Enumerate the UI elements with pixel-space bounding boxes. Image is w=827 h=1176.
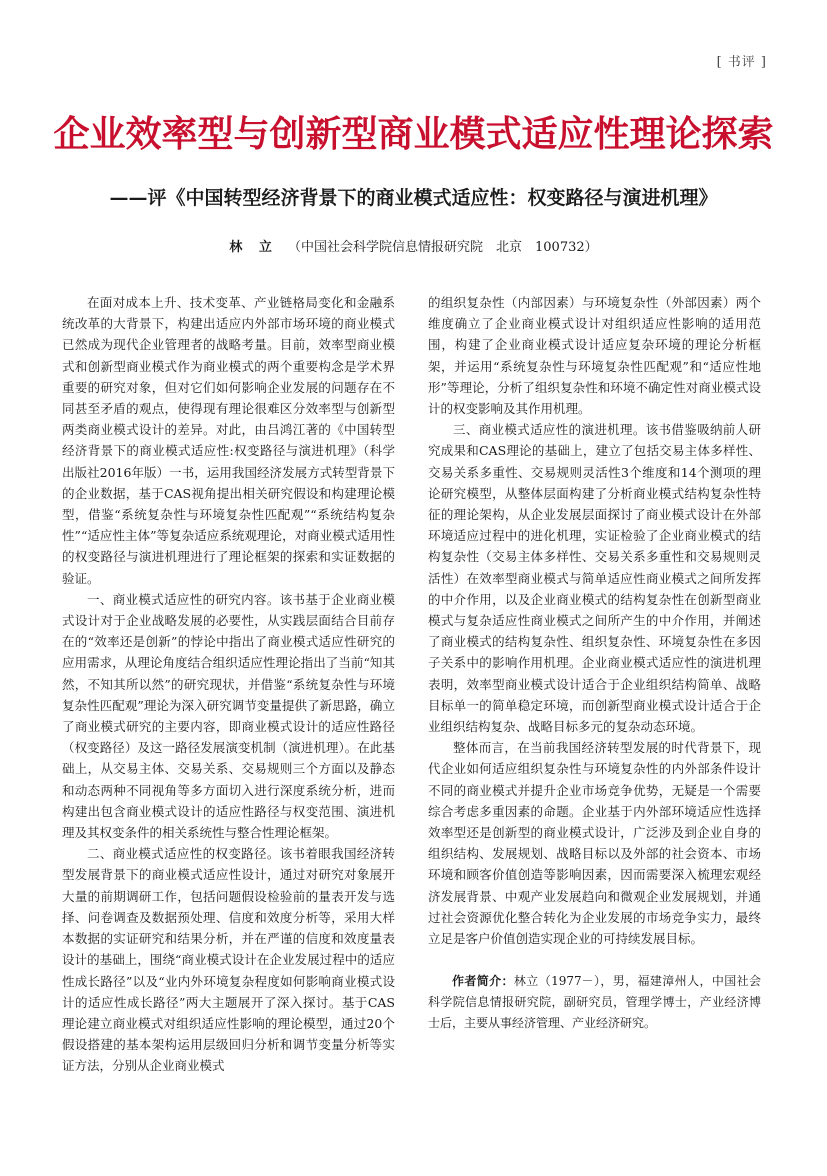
paragraph: 的组织复杂性（内部因素）与环境复杂性（外部因素）两个维度确立了企业商业模式设计对组织适应性影响的适用范围，构建了企业商业模式设计适应复杂环境的理论分析框架，并运用“系统复杂性与环境复杂性匹配观”和“适应性地形”等理论，分析了组织复杂性和环境不确定性对商业模式设计的权变影响及其作用机理。 <box>428 295 761 417</box>
author-bio <box>428 971 761 1034</box>
section-tag: [ 书评 ] <box>716 55 767 70</box>
author-affiliation: （中国社会科学院信息情报研究院 北京 100732） <box>288 240 598 255</box>
paragraph: 三、商业模式适应性的演进机理。该书借鉴吸纳前人研究成果和CAS理论的基础上，建立了包括交易主体多样性、交易关系多重性、交易规则灵活性3个维度和14个测项的理论研究模型，从整体层面构建了分析商业模式结构复杂性特征的理论架构，从企业发展层面探讨了商业模式设计在外部环境适应过程中的进化机理，实证检验了企业商业模式的结构复杂性（交易主体多样性、交易关系多重性和交易规则灵活性）在效率型商业模式与简单适应性商业模式之间所发挥的中介作用，以及企业商业模式的结构复杂性在创新型商业模式与复杂适应性商业模式之间所产生的中介作用，并阐述了商业模式的结构复杂性、组织复杂性、环境复杂性在多因子关系中的影响作用机理。企业商业模式适应性的演进机理表明，效率型商业模式设计适合于企业组织结构简单、战略目标单一的简单稳定环境，而创新型商业模式设计适合于企业组织结构复杂、战略目标多元的复杂动态环境。 <box>428 422 761 735</box>
author-line <box>0 236 827 255</box>
paragraph: 在面对成本上升、技术变革、产业链格局变化和金融系统改革的大背景下，构建出适应内外部市场环境的商业模式已然成为现代企业管理者的战略考量。目前，效率型商业模式和创新型商业模式作为商业模式的两个重要构念是学术界重要的研究对象，但对它们如何影响企业发展的问题存在不同甚至矛盾的观点，使得现有理论很难区分效率型与创新型两类商业模式设计的差异。对此，由吕鸿江著的《中国转型经济背景下的商业模式适应性:权变路径与演进机理》（科学出版社2016年版）一书，运用我国经济发展方式转型背景下的企业数据，基于CAS视角提出相关研究假设和构建理论模型，借鉴“系统复杂性与环境复杂性匹配观”“系统结构复杂性”“适应性主体”等复杂适应系统观理论，对商业模式适用性的权变路径与演进机理进行了理论框架的探索和实证数据的验证。 <box>62 295 395 586</box>
author-bio-text: 林立（1977－），男，福建漳州人，中国社会科学院信息情报研究院，副研究员，管理学博士，产业经济博士后，主要从事经济管理、产业经济研究。 <box>428 974 761 1031</box>
article-title: 企业效率型与创新型商业模式适应性理论探索 <box>53 114 774 155</box>
paragraph: 整体而言，在当前我国经济转型发展的时代背景下，现代企业如何适应组织复杂性与环境复杂性的内外部条件设计不同的商业模式并提升企业市场竞争优势，无疑是一个需要综合考虑多重因素的命题。企业基于内外部环境适应性选择效率型还是创新型的商业模式设计，广泛涉及到企业自身的组织结构、发展规划、战略目标以及外部的社会资本、市场环境和顾客价值创造等影响因素，因而需要深入梳理宏观经济发展背景、中观产业发展趋向和微观企业发展规划，并通过社会资源优化整合转化为企业发展的市场竞争实力，最终立足是客户价值创造实现企业的可持续发展目标。 <box>428 740 761 947</box>
article-subtitle: ——评《中国转型经济背景下的商业模式适应性：权变路径与演进机理》 <box>109 187 718 209</box>
author-bio-label: 作者简介： <box>452 974 514 989</box>
paragraph: 一、商业模式适应性的研究内容。该书基于企业商业模式设计对于企业战略发展的必要性，从实践层面结合目前存在的“效率还是创新”的悖论中指出了商业模式适应性研究的应用需求，从理论角度结合组织适应性理论指出了当前“知其然，不知其所以然”的研究现状，并借鉴“系统复杂性与环境复杂性匹配观”理论为深入研究调节变量提供了新思路，确立了商业模式研究的主要内容，即商业模式设计的适应性路径（权变路径）及这一路径发展演变机制（演进机理）。在此基础上，从交易主体、交易关系、交易规则三个方面以及静态和动态两种不同视角等多方面切入进行深度系统分析，进而构建出包含商业模式设计的适应性路径与权变范围、演进机理及其权变条件的相关系统性与整合性理论框架。 <box>62 591 395 841</box>
paragraph: 二、商业模式适应性的权变路径。该书着眼我国经济转型发展背景下的商业模式适应性设计，通过对研究对象展开大量的前期调研工作，包括问题假设检验前的量表开发与选择、问卷调查及数据预处理、信度和效度分析等，采用大样本数据的实证研究和结果分析，并在严谨的信度和效度量表设计的基础上，围绕“商业模式设计在企业发展过程中的适应性成长路径”以及“业内外环境复杂程度如何影响商业模式设计的适应性成长路径”两大主题展开了深入探讨。基于CAS理论建立商业模式对组织适应性影响的理论模型，通过20个假设搭建的基本架构运用层级回归分析和调节变量分析等实证方法，分别从企业商业模式 <box>62 846 395 1074</box>
author-name: 林 立 <box>229 240 278 255</box>
right-column <box>428 292 761 1034</box>
left-column <box>62 292 395 1077</box>
